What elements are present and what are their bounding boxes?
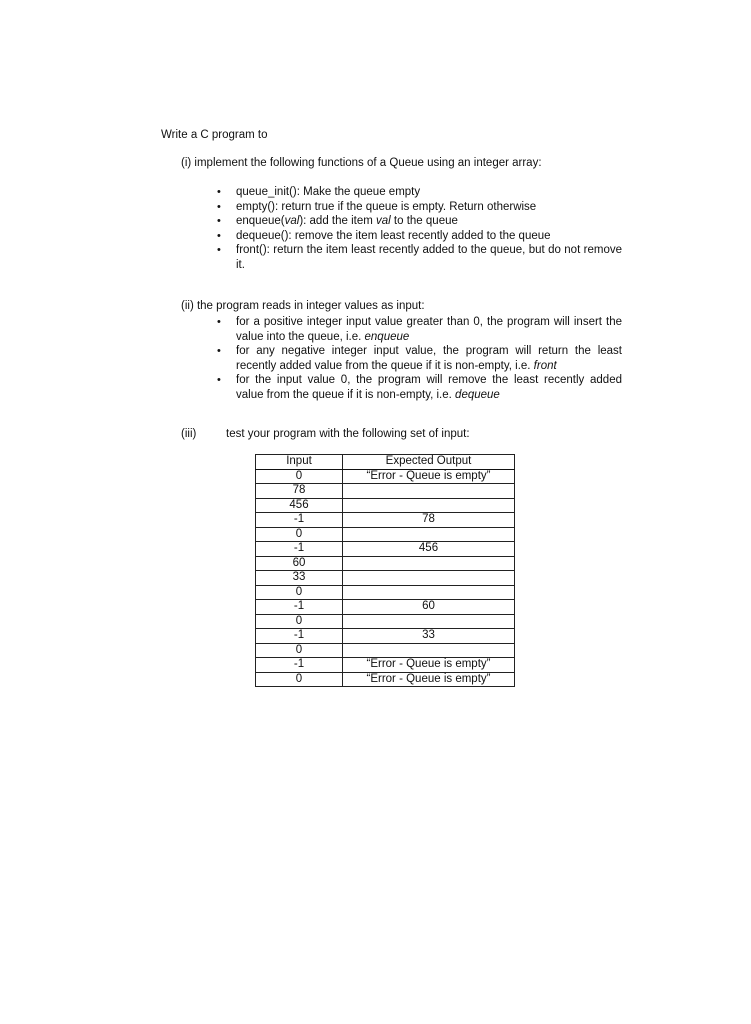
expected-output-cell: 60	[343, 600, 515, 615]
bullet-item	[217, 243, 622, 272]
italic-term: dequeue	[455, 388, 500, 401]
bullet-dot-icon: •	[217, 200, 221, 213]
expected-output-cell	[343, 527, 515, 542]
expected-output-cell: “Error - Queue is empty”	[343, 672, 515, 687]
bullet-text	[236, 243, 622, 272]
text-run: front(): return the item least recently added to the queue, but do not remove it.	[236, 244, 622, 271]
input-cell: 0	[256, 585, 343, 600]
intro-line: Write a C program to	[161, 129, 268, 141]
table-row	[256, 513, 515, 528]
text-run: for the input value 0, the program will remove the least recently added value from the queue if it is non-empty, i.e.	[236, 374, 622, 401]
part-ii-heading: (ii) the program reads in integer values as input:	[181, 300, 425, 312]
table-row	[256, 643, 515, 658]
bullet-item	[217, 229, 622, 244]
italic-term: enqueue	[364, 330, 410, 343]
bullet-item	[217, 315, 622, 344]
expected-output-cell	[343, 484, 515, 499]
bullet-text	[236, 214, 622, 229]
bullet-text	[236, 200, 622, 215]
bullet-text	[236, 315, 622, 344]
table-row	[256, 672, 515, 687]
bullet-dot-icon: •	[217, 186, 221, 198]
expected-output-cell	[343, 643, 515, 658]
input-cell: 60	[256, 556, 343, 571]
text-run: dequeue(): remove the item least recently added to the queue	[236, 229, 551, 242]
part-i-heading: (i) implement the following functions of a Queue using an integer array:	[181, 157, 542, 169]
expected-output-cell	[343, 498, 515, 513]
text-run: queue_init(): Make the queue empty	[236, 186, 421, 198]
text-run: ): add the item	[299, 215, 377, 227]
table-row	[256, 585, 515, 600]
text-run: enqueue(	[236, 215, 285, 227]
expected-output-cell	[343, 571, 515, 586]
bullet-item	[217, 344, 622, 373]
table-row	[256, 556, 515, 571]
input-cell: 0	[256, 469, 343, 484]
bullet-text	[236, 185, 622, 200]
input-cell: -1	[256, 542, 343, 557]
table-body	[256, 469, 515, 687]
expected-output-cell: “Error - Queue is empty”	[343, 469, 515, 484]
bullet-dot-icon: •	[217, 229, 221, 242]
input-cell: -1	[256, 600, 343, 615]
expected-output-cell	[343, 614, 515, 629]
input-cell: 0	[256, 527, 343, 542]
bullet-text	[236, 344, 622, 373]
input-cell: 456	[256, 498, 343, 513]
table-row	[256, 469, 515, 484]
part-ii-rule-list	[217, 315, 622, 402]
expected-output-cell: 78	[343, 513, 515, 528]
expected-output-cell: “Error - Queue is empty”	[343, 658, 515, 673]
part-i-function-list	[217, 185, 622, 272]
input-cell: 0	[256, 614, 343, 629]
text-run: to the queue	[390, 215, 458, 227]
table-row	[256, 484, 515, 499]
bullet-text	[236, 373, 622, 402]
bullet-item	[217, 200, 622, 215]
input-cell: -1	[256, 629, 343, 644]
bullet-dot-icon: •	[217, 215, 221, 227]
text-run: for a positive integer input value greater than 0, the program will insert the value into the queue, i.e.	[236, 316, 622, 343]
column-header-expected-output: Expected Output	[343, 455, 515, 470]
bullet-item	[217, 373, 622, 402]
bullet-text	[236, 229, 622, 244]
test-input-table	[255, 454, 515, 687]
text-run: empty(): return true if the queue is empty. Return otherwise	[236, 200, 537, 213]
input-cell: -1	[256, 658, 343, 673]
bullet-dot-icon: •	[217, 374, 221, 386]
expected-output-cell: 456	[343, 542, 515, 557]
input-cell: 0	[256, 672, 343, 687]
bullet-dot-icon: •	[217, 244, 221, 256]
input-cell: 0	[256, 643, 343, 658]
table-header-row	[256, 455, 515, 470]
part-iii-text: test your program with the following set of input:	[226, 428, 470, 440]
column-header-input: Input	[256, 455, 343, 470]
italic-term: val	[376, 215, 391, 227]
input-cell: 33	[256, 571, 343, 586]
input-cell: 78	[256, 484, 343, 499]
table-row	[256, 542, 515, 557]
table-row	[256, 614, 515, 629]
bullet-dot-icon: •	[217, 316, 221, 328]
expected-output-cell	[343, 585, 515, 600]
expected-output-cell: 33	[343, 629, 515, 644]
input-cell: -1	[256, 513, 343, 528]
table-row	[256, 629, 515, 644]
table-row	[256, 571, 515, 586]
italic-term: val	[284, 215, 300, 227]
table-row	[256, 498, 515, 513]
text-run: for any negative integer input value, the program will return the least recently added value from the queue if it is non-empty, i.e.	[236, 345, 622, 372]
table-row	[256, 527, 515, 542]
expected-output-cell	[343, 556, 515, 571]
part-iii-label: (iii)	[181, 428, 197, 440]
bullet-dot-icon: •	[217, 345, 221, 357]
bullet-item	[217, 214, 622, 229]
italic-term: front	[533, 359, 557, 372]
table-row	[256, 600, 515, 615]
table-row	[256, 658, 515, 673]
bullet-item	[217, 185, 622, 200]
